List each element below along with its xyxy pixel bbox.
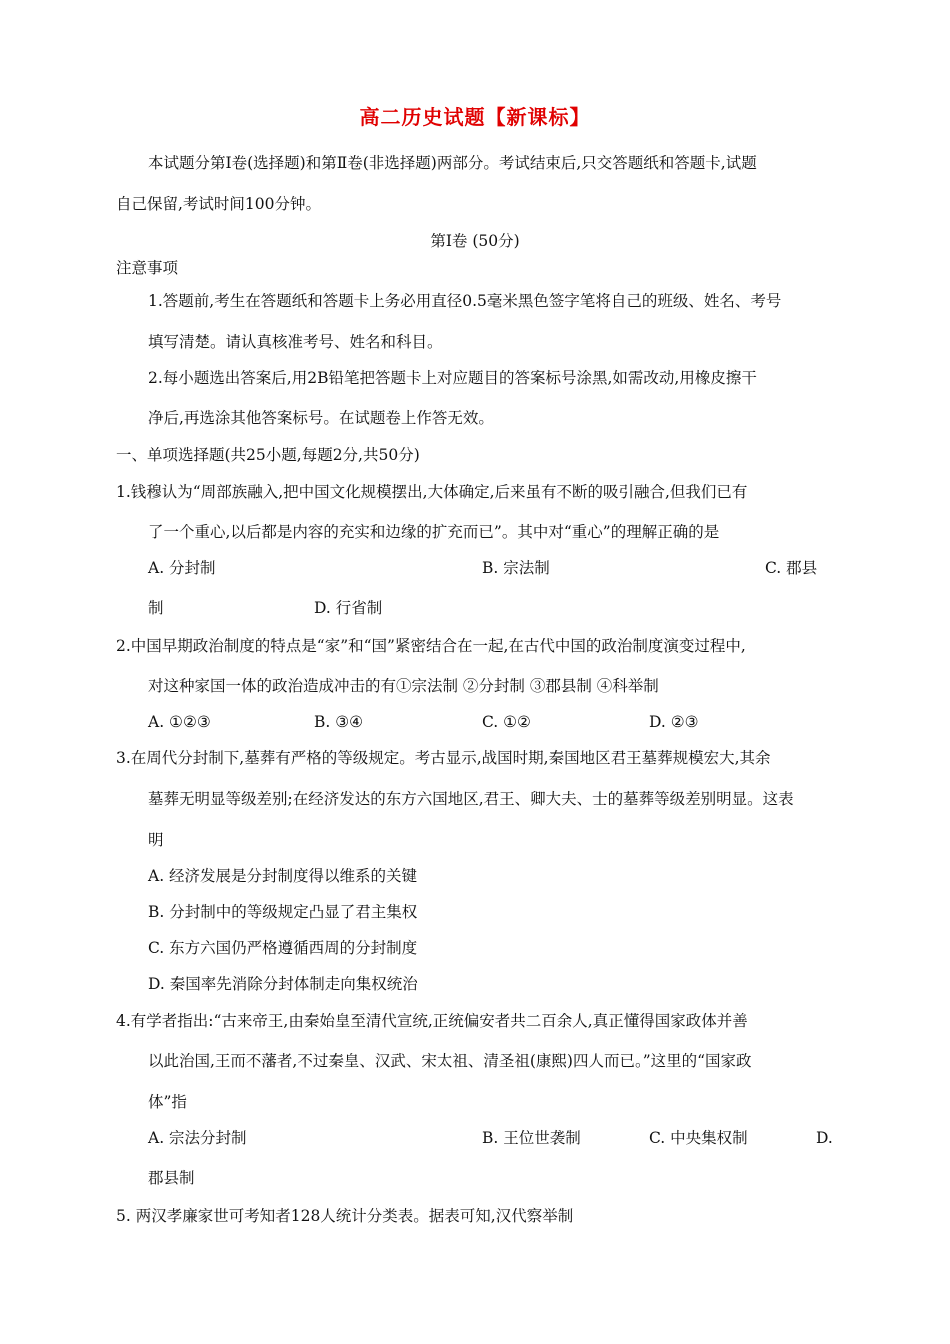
q2-stem-line-1: 2.中国早期政治制度的特点是“家”和“国”紧密结合在一起,在古代中国的政治制度演变过程中, <box>116 637 746 655</box>
q2-option-a: A. ①②③ <box>148 713 211 731</box>
intro-line-2: 自己保留,考试时间100分钟。 <box>116 195 322 213</box>
q1-option-c-continued: 制 <box>148 599 164 617</box>
q3-option-a: A. 经济发展是分封制度得以维系的关键 <box>148 867 418 885</box>
q1-option-a: A. 分封制 <box>148 559 216 577</box>
section-heading: 第Ⅰ卷 (50分) <box>430 232 520 250</box>
note-1-line-1: 1.答题前,考生在答题纸和答题卡上务必用直径0.5毫米黑色签字笔将自己的班级、姓名、考号 <box>148 292 782 310</box>
q3-stem-line-3: 明 <box>148 831 164 849</box>
q1-stem-line-2: 了一个重心,以后都是内容的充实和边缘的扩充而已”。其中对“重心”的理解正确的是 <box>148 523 720 541</box>
q3-stem-line-2: 墓葬无明显等级差别;在经济发达的东方六国地区,君王、卿大夫、士的墓葬等级差别明显。这表 <box>148 790 794 808</box>
q3-option-b: B. 分封制中的等级规定凸显了君主集权 <box>148 903 418 921</box>
q4-option-d: D. <box>816 1129 833 1147</box>
note-2-line-2: 净后,再选涂其他答案标号。在试题卷上作答无效。 <box>148 409 494 427</box>
q4-option-a: A. 宗法分封制 <box>148 1129 247 1147</box>
note-1-line-2: 填写清楚。请认真核准考号、姓名和科目。 <box>148 333 443 351</box>
q2-option-d: D. ②③ <box>649 713 699 731</box>
q3-option-c: C. 东方六国仍严格遵循西周的分封制度 <box>148 939 418 957</box>
q4-stem-line-2: 以此治国,王而不藩者,不过秦皇、汉武、宋太祖、清圣祖(康熙)四人而已。”这里的“国家政 <box>148 1052 752 1070</box>
q1-option-b: B. 宗法制 <box>482 559 550 577</box>
q1-option-c: C. 郡县 <box>765 559 818 577</box>
q1-option-d: D. 行省制 <box>314 599 383 617</box>
q4-stem-line-1: 4.有学者指出:“古来帝王,由秦始皇至清代宣统,正统偏安者共二百余人,真正懂得国家政体并善 <box>116 1012 748 1030</box>
q5-stem-line-1: 5. 两汉孝廉家世可考知者128人统计分类表。据表可知,汉代察举制 <box>116 1207 574 1225</box>
q1-stem-line-1: 1.钱穆认为“周部族融入,把中国文化规模摆出,大体确定,后来虽有不断的吸引融合,但我们已有 <box>116 483 748 501</box>
q2-option-b: B. ③④ <box>314 713 364 731</box>
intro-line-1: 本试题分第Ⅰ卷(选择题)和第Ⅱ卷(非选择题)两部分。考试结束后,只交答题纸和答题卡,试题 <box>148 154 757 172</box>
q4-option-b: B. 王位世袭制 <box>482 1129 581 1147</box>
q4-option-c: C. 中央集权制 <box>649 1129 748 1147</box>
document-title: 高二历史试题【新课标】 <box>359 105 591 129</box>
part-heading: 一、单项选择题(共25小题,每题2分,共50分) <box>116 446 420 464</box>
notes-heading: 注意事项 <box>116 259 179 277</box>
q2-stem-line-2: 对这种家国一体的政治造成冲击的有①宗法制 ②分封制 ③郡县制 ④科举制 <box>148 677 659 695</box>
q4-stem-line-3: 体”指 <box>148 1093 187 1111</box>
q2-option-c: C. ①② <box>482 713 531 731</box>
note-2-line-1: 2.每小题选出答案后,用2B铅笔把答题卡上对应题目的答案标号涂黑,如需改动,用橡皮擦干 <box>148 369 757 387</box>
q3-stem-line-1: 3.在周代分封制下,墓葬有严格的等级规定。考古显示,战国时期,秦国地区君王墓葬规模宏大,其余 <box>116 749 771 767</box>
q3-option-d: D. 秦国率先消除分封体制走向集权统治 <box>148 975 418 993</box>
q4-option-d-continued: 郡县制 <box>148 1169 195 1187</box>
